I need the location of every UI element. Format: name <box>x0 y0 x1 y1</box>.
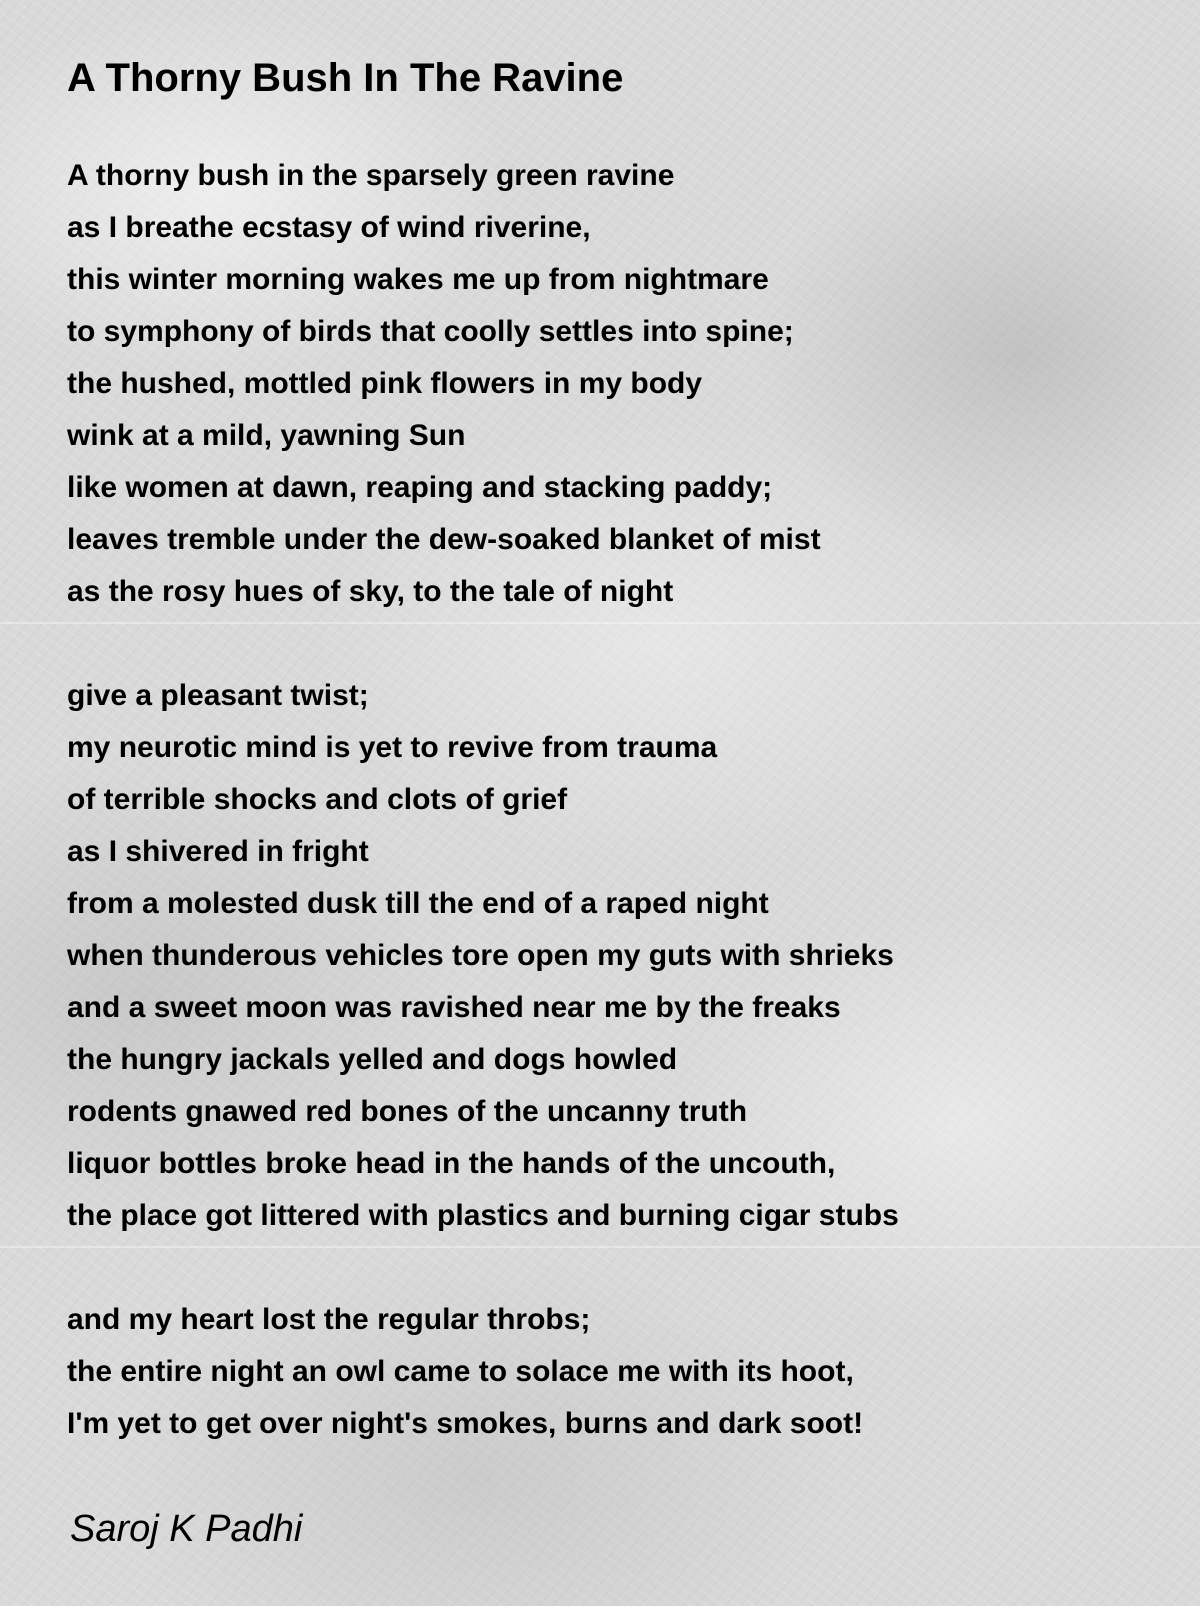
poem-author: Saroj K Padhi <box>70 1508 303 1550</box>
poem-line: I'm yet to get over night's smokes, burns and dark soot! <box>67 1407 864 1440</box>
poem-line: like women at dawn, reaping and stacking paddy; <box>67 471 773 504</box>
poem-line: from a molested dusk till the end of a raped night <box>67 887 769 920</box>
poem-line: as I shivered in fright <box>67 835 369 868</box>
poem-line: the entire night an owl came to solace me with its hoot, <box>67 1355 854 1388</box>
stanza-3 <box>67 1294 1177 1450</box>
poem-line: the hungry jackals yelled and dogs howled <box>67 1043 678 1076</box>
poem-line: to symphony of birds that coolly settles into spine; <box>67 315 794 348</box>
poem-line: give a pleasant twist; <box>67 679 369 712</box>
stanza-1 <box>67 150 1177 618</box>
poem-line: leaves tremble under the dew-soaked blanket of mist <box>67 523 821 556</box>
poem-line: A thorny bush in the sparsely green ravine <box>67 159 675 192</box>
poem-line: the hushed, mottled pink flowers in my body <box>67 367 703 400</box>
poem-line: my neurotic mind is yet to revive from trauma <box>67 731 718 764</box>
poem-title: A Thorny Bush In The Ravine <box>67 56 624 100</box>
poem-line: when thunderous vehicles tore open my guts with shrieks <box>67 939 894 972</box>
poem-line: as I breathe ecstasy of wind riverine, <box>67 211 591 244</box>
poem-line: of terrible shocks and clots of grief <box>67 783 568 816</box>
poem-line: wink at a mild, yawning Sun <box>67 419 466 452</box>
poem-line: as the rosy hues of sky, to the tale of night <box>67 575 674 608</box>
poem-line: and my heart lost the regular throbs; <box>67 1303 591 1336</box>
poem-line: rodents gnawed red bones of the uncanny truth <box>67 1095 748 1128</box>
stanza-2 <box>67 670 1177 1242</box>
poem-line: the place got littered with plastics and burning cigar stubs <box>67 1199 899 1232</box>
poem-line: liquor bottles broke head in the hands of the uncouth, <box>67 1147 836 1180</box>
poem-line: this winter morning wakes me up from nightmare <box>67 263 769 296</box>
poem-body <box>67 150 1177 1502</box>
poem-line: and a sweet moon was ravished near me by the freaks <box>67 991 841 1024</box>
